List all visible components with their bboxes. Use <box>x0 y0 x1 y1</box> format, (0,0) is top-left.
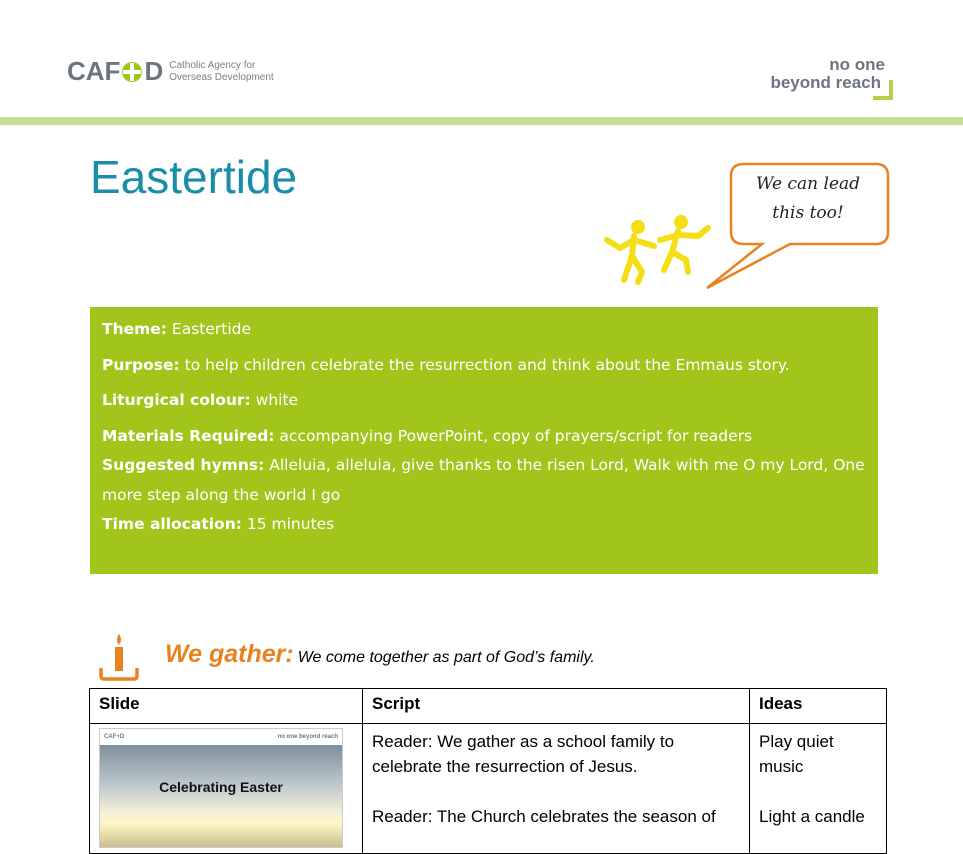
plan-table <box>89 688 887 854</box>
logo-sub-line1: Catholic Agency for <box>169 59 256 71</box>
theme-row <box>102 315 866 345</box>
slide-cell <box>90 724 363 854</box>
gather-heading: We gather: <box>165 640 294 668</box>
time-value: 15 minutes <box>241 515 335 533</box>
script-cell <box>363 724 750 854</box>
candle-icon <box>98 632 140 682</box>
slide-thumb-logo: CAF+D <box>104 733 125 740</box>
time-label: Time allocation: <box>102 515 242 533</box>
ideas-cell <box>750 724 887 854</box>
hymns-label: Suggested hymns: <box>102 456 265 474</box>
bubble-line2: this too! <box>772 203 844 223</box>
tagline-line2: beyond reach <box>770 73 881 92</box>
hymns-row <box>102 451 866 510</box>
materials-label: Materials Required: <box>102 426 275 445</box>
theme-value: Eastertide <box>166 320 252 338</box>
materials-row <box>102 422 866 452</box>
time-row <box>102 510 866 540</box>
slide-thumb-tag: no one beyond reach <box>277 733 338 740</box>
logo-word-left: CAF <box>67 56 121 86</box>
slide-thumb-title: Celebrating Easter <box>159 779 283 795</box>
bubble-line1: We can lead <box>755 174 861 194</box>
slide-thumb-header <box>100 729 342 745</box>
script-line: Reader: The Church celebrates the season of <box>372 807 716 826</box>
purpose-row <box>102 351 866 381</box>
colour-row <box>102 386 866 416</box>
colour-label: Liturgical colour: <box>102 391 251 409</box>
idea-line: Light a candle <box>759 807 865 826</box>
purpose-value: to help children celebrate the resurrection and think about the Emmaus story. <box>179 355 790 374</box>
materials-value: accompanying PowerPoint, copy of prayers/script for readers <box>274 426 753 445</box>
idea-line: Play quiet music <box>759 732 834 776</box>
children-figures-icon <box>602 212 717 287</box>
header-rule <box>0 117 963 125</box>
script-line: Reader: We gather as a school family to celebrate the resurrection of Jesus. <box>372 732 675 776</box>
colour-value: white <box>250 391 299 409</box>
table-row <box>90 724 887 854</box>
tagline-bracket <box>873 80 893 100</box>
script-spacer <box>372 779 740 804</box>
page-title: Eastertide <box>90 151 298 203</box>
header-ideas: Ideas <box>750 689 887 724</box>
theme-label: Theme: <box>102 320 167 338</box>
tagline-line1: no one <box>829 55 885 74</box>
gather-subtitle: We come together as part of God’s family. <box>297 649 595 666</box>
purpose-label: Purpose: <box>102 355 180 374</box>
logo-word-right: D <box>144 56 164 86</box>
logo-wordmark <box>67 56 163 87</box>
slide-thumbnail <box>99 728 343 848</box>
table-header-row <box>90 689 887 724</box>
gather-section-heading <box>165 640 595 669</box>
header-script: Script <box>363 689 750 724</box>
logo-sub-line2: Overseas Development <box>169 71 274 83</box>
cross-icon <box>121 61 143 83</box>
hymns-value: Alleluia, alleluia, give thanks to the risen Lord, Walk with me O my Lord, One more step along the world I go <box>102 456 865 504</box>
cafod-logo <box>67 56 274 87</box>
logo-subtitle <box>169 60 274 84</box>
info-box <box>90 307 878 574</box>
header-slide: Slide <box>90 689 363 724</box>
ideas-spacer <box>759 779 877 804</box>
speech-bubble-text <box>733 170 883 228</box>
